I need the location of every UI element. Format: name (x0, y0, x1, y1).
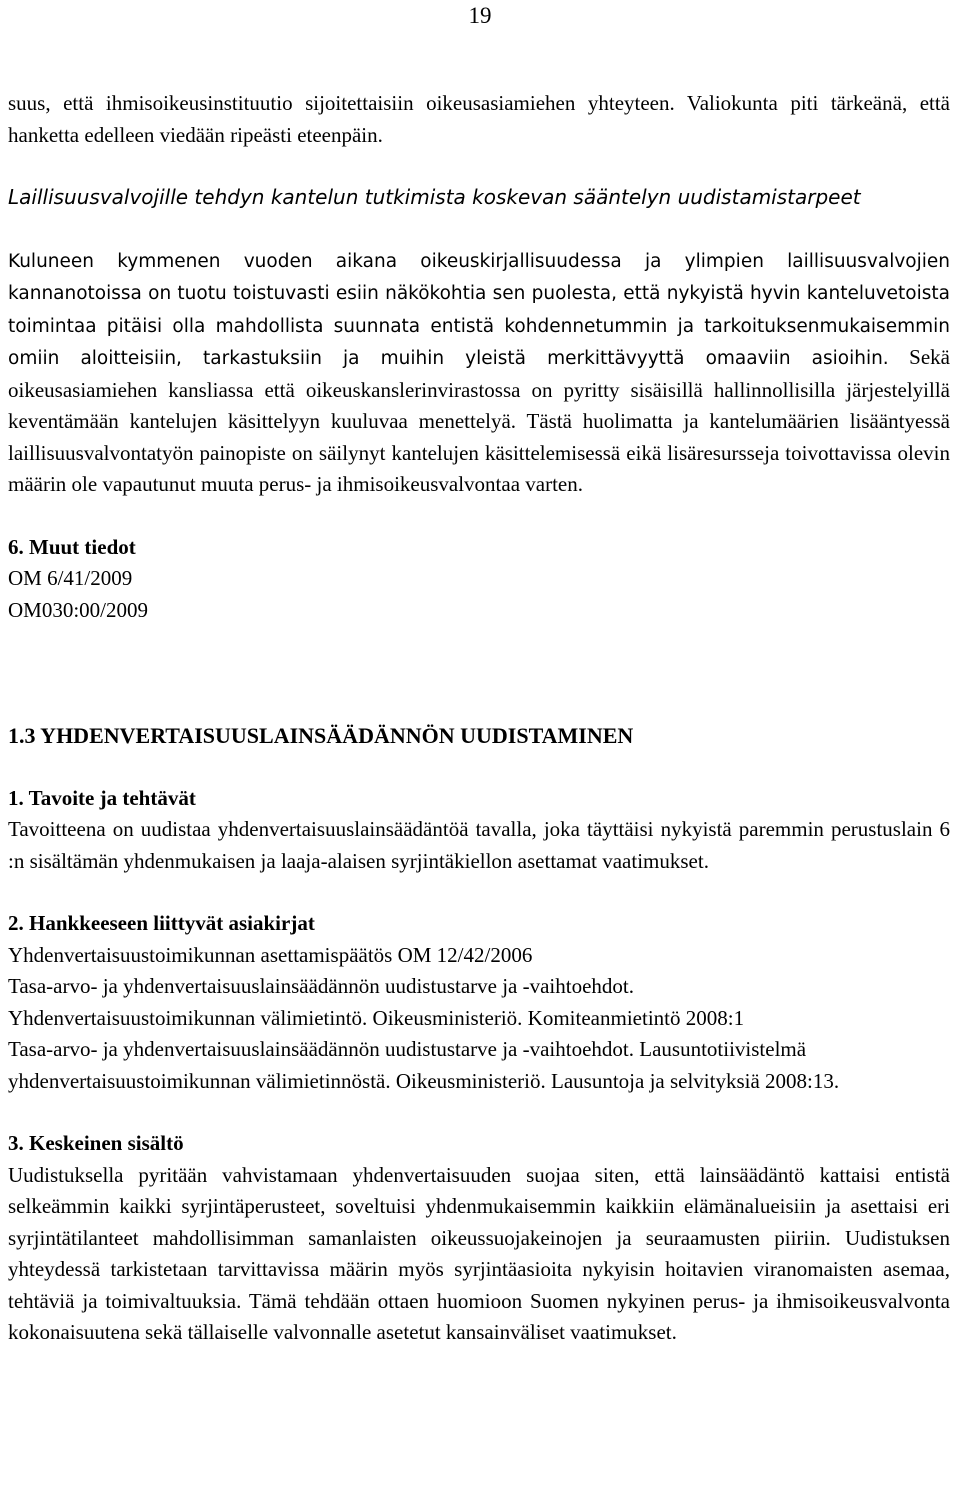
kantelu-paragraph (8, 245, 950, 501)
kantelu-heading: Laillisuusvalvojille tehdyn kantelun tutkimista koskevan sääntelyn uudistamistarpeet (8, 185, 861, 209)
asiakirjat-line: Tasa-arvo- ja yhdenvertaisuuslainsäädännön uudistustarve ja -vaihtoehdot. Lausuntotiivistelmä (8, 1037, 807, 1061)
document-body (8, 88, 950, 1349)
muut-tiedot-heading: 6. Muut tiedot (8, 534, 136, 559)
tavoite-heading: 1. Tavoite ja tehtävät (8, 785, 196, 810)
asiakirjat-line: Yhdenvertaisuustoimikunnan välimietintö. Oikeusministeriö. Komiteanmietintö 2008:1 (8, 1005, 745, 1030)
asiakirjat-line: Tasa-arvo- ja yhdenvertaisuuslainsäädännön uudistustarve ja -vaihtoehdot. (8, 974, 635, 998)
kantelu-text-serif: Sekä oikeusasiamiehen kansliassa että oikeuskanslerinvirastossa on pyritty sisäisillä hallinnollisilla järjestelyillä keventämään kantelujen käsittelyyn kuuluvaa menettelyä. Tästä huolimatta ja kantelumäärien lisääntyessä laillisuusvalvontatyön painopiste on säilynyt kantelujen käsittelemisessä eikä lisäresursseja toivottavissa olevin määrin ole vapautunut muuta perus- ja ihmisoikeusvalvontaa varten. (8, 345, 950, 496)
keskeinen-heading: 3. Keskeinen sisältö (8, 1131, 184, 1155)
main-section-heading: 1.3 YHDENVERTAISUUSLAINSÄÄDÄNNÖN UUDISTAMINEN (8, 723, 634, 748)
asiakirjat-heading: 2. Hankkeeseen liittyvät asiakirjat (8, 911, 315, 935)
intro-paragraph: suus, että ihmisoikeusinstituutio sijoitettaisiin oikeusasiamiehen yhteyteen. Valiokunta piti tärkeänä, että hanketta edelleen viedään ripeästi eteenpäin. (8, 91, 950, 147)
kantelu-text-sans: Kuluneen kymmenen vuoden aikana oikeuskirjallisuudessa ja ylimpien laillisuusvalvojien kannanotoissa on tuotu toistuvasti esiin näkökohtia sen puolesta, että nykyistä hyvin kanteluvetoista toimintaa pitäisi olla mahdollista suunnata entistä kohdennetummin ja tarkoituksenmukaisemmin omiin aloitteisiin, tarkastuksiin ja muihin yleistä merkittävyyttä omaaviin asioihin. (8, 250, 950, 369)
asiakirjat-line: Yhdenvertaisuustoimikunnan asettamispäätös OM 12/42/2006 (8, 942, 533, 967)
muut-tiedot-line: OM 6/41/2009 (8, 566, 133, 590)
keskeinen-paragraph: Uudistuksella pyritään vahvistamaan yhdenvertaisuuden suojaa siten, että lainsäädäntö kattaisi entistä selkeämmin kaikki syrjintäperusteet, soveltuisi yhdenmukaisemmin kaikkiin elämänalueisiin ja asettaisi eri syrjintätilanteet mahdollisimman samanlaisten oikeussuojakeinojen ja seuraamusten piiriin. Uudistuksen yhteydessä tarkistetaan tarvittavissa määrin myös syrjintäasioita nykyisin hoitavien viranomaisten asemaa, tehtäviä ja toimivaltuuksia. Tämä tehdään ottaen huomioon Suomen nykyinen perus- ja ihmisoikeusvalvonta kokonaisuutena sekä tällaiselle valvonnalle asetetut kansainväliset vaatimukset. (8, 1162, 950, 1344)
asiakirjat-line: yhdenvertaisuustoimikunnan välimietinnöstä. Oikeusministeriö. Lausuntoja ja selvityksiä 2008:13. (8, 1068, 840, 1093)
muut-tiedot-line: OM030:00/2009 (8, 597, 149, 622)
tavoite-paragraph: Tavoitteena on uudistaa yhdenvertaisuuslainsäädäntöä tavalla, joka täyttäisi nykyistä paremmin perustuslain 6 :n sisältämän yhdenmukaisen ja laaja-alaisen syrjintäkiellon asettamat vaatimukset. (8, 817, 950, 873)
page-number: 19 (468, 3, 492, 28)
